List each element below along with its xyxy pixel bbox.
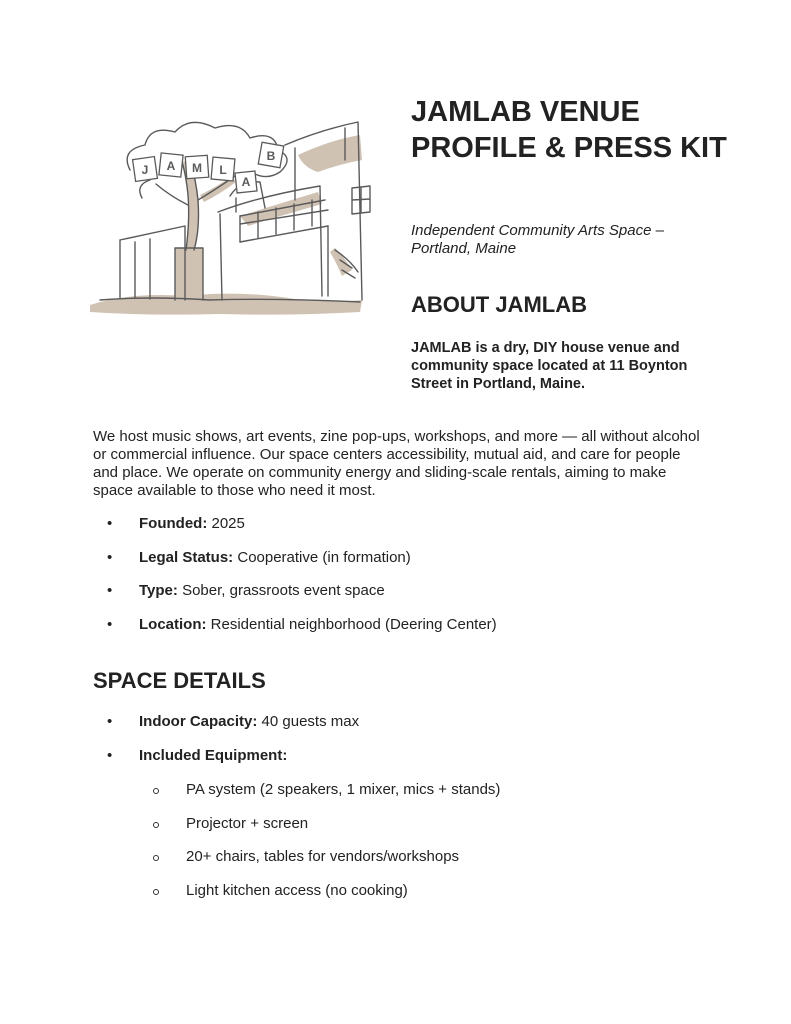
fact-label: Location:: [139, 615, 207, 633]
equipment-list: [140, 781, 500, 915]
circle-bullet-icon: [153, 788, 159, 794]
bullet-icon: •: [107, 582, 113, 599]
circle-bullet-icon: [153, 855, 159, 861]
bullet-icon: •: [107, 515, 113, 532]
equipment-text: Projector + screen: [186, 814, 309, 832]
fact-label: Legal Status:: [139, 548, 234, 566]
sign-letter-a: A: [166, 159, 176, 173]
fact-value: Residential neighborhood (Deering Center): [206, 615, 497, 633]
document-subtitle: Independent Community Arts Space – Portland, Maine: [411, 222, 664, 257]
equipment-label: Included Equipment:: [139, 746, 288, 764]
fact-value: Sober, grassroots event space: [177, 582, 385, 599]
document-title: JAMLAB VENUE PROFILE & PRESS KIT: [411, 96, 727, 164]
bullet-icon: •: [107, 746, 113, 764]
fact-label: Type:: [139, 582, 178, 599]
circle-bullet-icon: [153, 822, 159, 828]
equipment-item: [140, 848, 500, 866]
equipment-text: PA system (2 speakers, 1 mixer, mics + stands): [186, 781, 501, 798]
space-capacity: [93, 713, 359, 731]
venue-illustration: [90, 100, 380, 318]
equipment-item: [140, 882, 500, 900]
fact-type: [93, 582, 497, 600]
space-equipment: [93, 747, 359, 765]
equipment-item: [140, 781, 500, 799]
fact-value: 2025: [207, 515, 245, 532]
fact-founded: [93, 515, 497, 533]
space-details-list: [93, 713, 359, 780]
sign-letter-m: M: [192, 161, 202, 175]
bullet-icon: •: [107, 548, 113, 566]
equipment-item: [140, 815, 500, 833]
sign-letter-l: L: [219, 163, 227, 177]
fact-location: [93, 616, 497, 634]
fact-label: Founded:: [139, 515, 208, 532]
bullet-icon: •: [107, 713, 113, 730]
capacity-value: 40 guests max: [257, 713, 360, 730]
sign-letter-j: J: [141, 163, 149, 177]
capacity-label: Indoor Capacity:: [139, 713, 258, 730]
equipment-text: 20+ chairs, tables for vendors/workshops: [186, 848, 460, 865]
fact-value: Cooperative (in formation): [233, 548, 411, 566]
sign-letter-a2: A: [241, 175, 251, 189]
fact-legal-status: [93, 549, 497, 567]
equipment-text: Light kitchen access (no cooking): [186, 881, 408, 899]
about-heading: ABOUT JAMLAB: [411, 292, 587, 317]
facts-list: [93, 515, 497, 649]
circle-bullet-icon: [153, 889, 159, 895]
about-body: We host music shows, art events, zine pop-ups, workshops, and more — all without alcohol or commercial influence. Our space centers accessibility, mutual aid, and care for people and place. We operate on community energy and sliding-scale rentals, aiming to make space available to those who need it most.: [93, 428, 700, 499]
bullet-icon: •: [107, 615, 113, 633]
space-details-heading: SPACE DETAILS: [93, 668, 266, 693]
sign-letter-b: B: [266, 149, 276, 163]
about-lead: JAMLAB is a dry, DIY house venue and community space located at 11 Boynton Street in Portland, Maine.: [411, 340, 688, 392]
